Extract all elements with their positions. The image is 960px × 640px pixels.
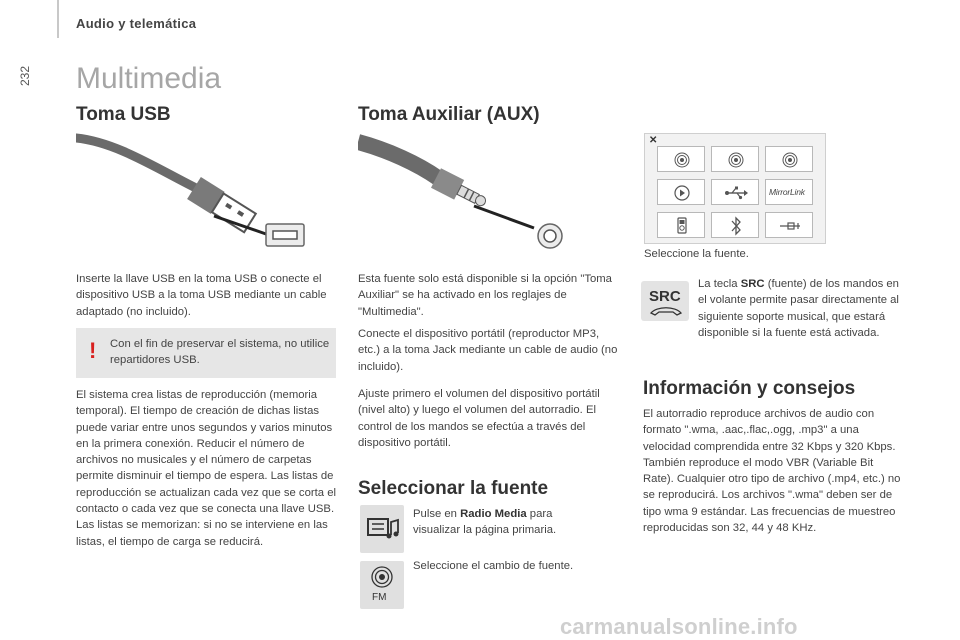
source-cell-usb[interactable] [711,179,759,205]
source-cell-bluetooth[interactable] [711,212,759,238]
source-cell-ipod[interactable] [657,212,705,238]
bluetooth-icon [712,213,760,239]
aux-paragraph-1: Esta fuente solo está disponible si la opción "Toma Auxiliar" se ha activado en los reglajes de "Multimedia". [358,273,612,318]
fm-button[interactable] [360,561,404,609]
panel-caption: Seleccione la fuente. [644,248,749,260]
select-step-2: Seleccione el cambio de fuente. [413,560,574,572]
header-divider [57,0,59,38]
source-selection-panel [644,133,826,244]
source-cell-disc[interactable] [657,179,705,205]
source-cell-radio-3[interactable] [765,146,813,172]
fm-label: FM [372,592,387,603]
page-title: Multimedia [76,62,222,95]
info-heading: Información y consejos [643,378,856,399]
aux-jack-icon [766,213,814,239]
select-source-heading: Seleccionar la fuente [358,478,549,499]
source-cell-radio-2[interactable] [711,146,759,172]
aux-heading: Toma Auxiliar (AUX) [358,104,540,125]
src-key-description: La tecla SRC (fuente) de los mandos en el volante permite pasar directamente al siguiente soporte musical, que estará disponible si la fuente está activada. [698,278,899,339]
section-label: Audio y telemática [76,16,197,31]
usb-heading: Toma USB [76,104,171,125]
antenna-icon [712,147,760,173]
fm-antenna-icon [360,561,404,593]
usb-paragraph-1: Inserte la llave USB en la toma USB o conecte el dispositivo USB a la toma USB mediante un cable adaptado (no incluido). [76,273,327,318]
warning-text: Con el fin de preservar el sistema, no utilice repartidores USB. [110,338,330,366]
phone-icon [649,305,683,317]
close-icon[interactable]: ✕ [649,135,658,146]
select-step-1: Pulse en Radio Media para visualizar la página primaria. [413,508,557,537]
info-text: El autorradio reproduce archivos de audio con formato ".wma, .aac,.flac,.ogg, .mp3" a una velocidad comprendida entre 32 Kbps y 320 Kbps. También reproduce el modo VBR (Variable Bit Rate). Cualquier otro tipo de archivo (.mp4, etc.) no se reproducirá. Los archivos ".wma" deben ser de tipo wma 9 estándar. Las frecuencias de muestreo reproducidas son 32, 44 y 48 KHz. [643,408,901,535]
ipod-icon [658,213,706,239]
source-cell-radio-1[interactable] [657,146,705,172]
warning-icon: ! [89,338,97,363]
play-disc-icon [658,180,706,206]
aux-paragraph-3: Ajuste primero el volumen del dispositivo portátil (nivel alto) y luego el volumen del autorradio. El control de los mandos se efectúa a través del dispositivo portátil. [358,388,600,449]
page-number: 232 [18,65,32,86]
antenna-icon [766,147,814,173]
source-cell-mirrorlink[interactable] [765,179,813,205]
src-key-label: SRC [649,288,681,305]
source-cell-aux[interactable] [765,212,813,238]
antenna-icon [658,147,706,173]
usb-paragraph-2: El sistema crea listas de reproducción (memoria temporal). El tiempo de creación de dichas listas puede variar entre unos segundos y varios minutos en la primera conexión. Reducir el número de archivos no musicales y el número de carpetas permite disminuir el tiempo de espera. Las listas de reproducción se actualizan cada vez que se corta el contacto o cada vez que se conecta una llave USB. Las listas se memorizan: si no se interviene en las listas, el tiempo de carga se reducirá. [76,389,336,548]
usb-plug-illustration [76,128,316,252]
watermark: carmanualsonline.info [560,614,798,639]
radio-media-button[interactable] [360,505,404,553]
mirrorlink-label: MirrorLink [769,187,805,197]
radio-media-icon [360,505,404,553]
usb-icon [712,180,760,206]
aux-paragraph-2: Conecte el dispositivo portátil (reproductor MP3, etc.) a la toma Jack mediante un cable de audio (no incluido). [358,328,618,373]
jack-plug-illustration [358,128,574,252]
